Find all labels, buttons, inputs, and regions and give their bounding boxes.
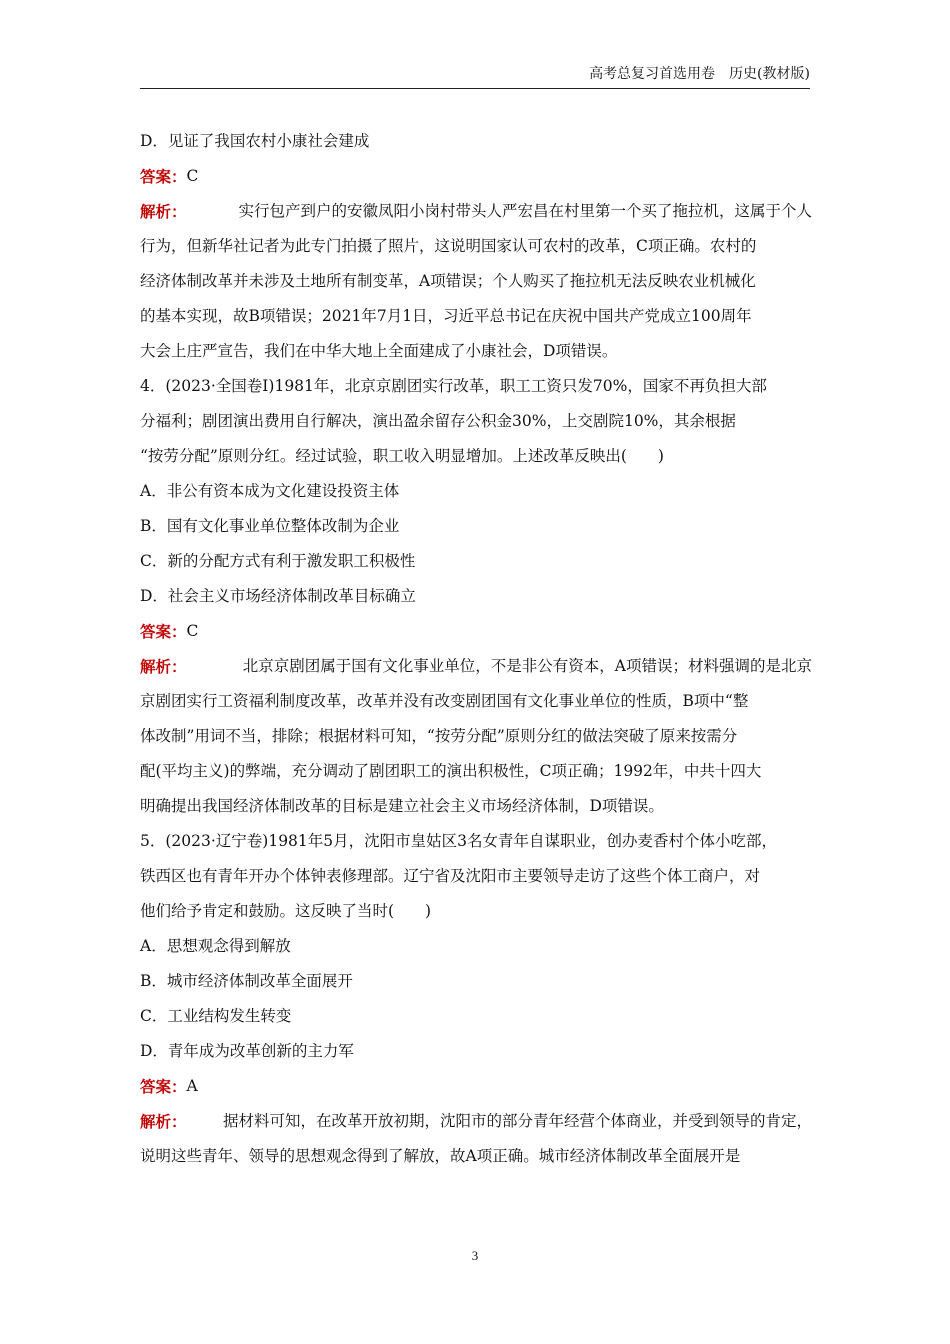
answer-value: C	[186, 167, 199, 185]
q4-stem-line: 4．(2023·全国卷Ⅰ)1981年，北京京剧团实行改革，职工工资只发70%，国家不再负担大部	[140, 377, 767, 395]
q5-option-a: A．思想观念得到解放	[140, 937, 291, 955]
q4-option-b: B．国有文化事业单位整体改制为企业	[140, 517, 400, 535]
q4-stem-line: “按劳分配”原则分红。经过试验，职工收入明显增加。上述改革反映出( )	[140, 447, 664, 465]
answer-label: 答案：	[140, 1077, 187, 1096]
q3-analysis-line: 大会上庄严宣告，我们在中华大地上全面建成了小康社会，D项错误。	[140, 342, 618, 360]
q4-analysis-line: 明确提出我国经济体制改革的目标是建立社会主义市场经济体制，D项错误。	[140, 797, 664, 815]
q3-analysis-line: 行为，但新华社记者为此专门拍摄了照片，这说明国家认可农村的改革，C项正确。农村的	[140, 237, 757, 255]
q3-analysis-line: 经济体制改革并未涉及土地所有制变革，A项错误；个人购买了拖拉机无法反映农业机械化	[140, 272, 756, 290]
q4-analysis-line: 体改制”用词不当，排除；根据材料可知，“按劳分配”原则分红的做法突破了原来按需分	[140, 727, 738, 745]
q4-stem-line: 分福利；剧团演出费用自行解决，演出盈余留存公积金30%，上交剧院10%，其余根据	[140, 412, 736, 430]
q5-stem-line: 铁西区也有青年开办个体钟表修理部。辽宁省及沈阳市主要领导走访了这些个体工商户，对	[140, 867, 761, 885]
q4-analysis-line: 京剧团实行工资福利制度改革，改革并没有改变剧团国有文化事业单位的性质，B项中“整	[140, 692, 749, 710]
header-title: 高考总复习首选用卷 历史(教材版)	[589, 66, 810, 82]
q5-option-b: B．城市经济体制改革全面展开	[140, 972, 353, 990]
q4-answer	[140, 614, 812, 649]
analysis-label: 解析：	[140, 202, 187, 221]
q3-answer	[140, 159, 812, 194]
analysis-label: 解析：	[140, 657, 187, 676]
q4-analysis-line: 配(平均主义)的弊端，充分调动了剧团职工的演出积极性，C项正确；1992年，中共十四大	[140, 762, 762, 780]
q5-analysis-line: 说明这些青年、领导的思想观念得到了解放，故A项正确。城市经济体制改革全面展开是	[140, 1147, 741, 1165]
q4-option-d: D．社会主义市场经济体制改革目标确立	[140, 587, 416, 605]
analysis-label: 解析：	[140, 1112, 187, 1131]
analysis-text: 据材料可知，在改革开放初期，沈阳市的部分青年经营个体商业，并受到领导的肯定，	[222, 1112, 812, 1130]
q5-stem-line: 5．(2023·辽宁卷)1981年5月，沈阳市皇姑区3名女青年自谋职业，创办麦香村个体小吃部，	[140, 832, 778, 850]
q4-option-a: A．非公有资本成为文化建设投资主体	[140, 482, 400, 500]
q5-option-c: C．工业结构发生转变	[140, 1007, 292, 1025]
q3-analysis-line	[140, 194, 812, 229]
analysis-text: 实行包产到户的安徽凤阳小岗村带头人严宏昌在村里第一个买了拖拉机，这属于个人	[238, 202, 812, 220]
page-number: 3	[471, 1248, 479, 1263]
analysis-text: 北京京剧团属于国有文化事业单位，不是非公有资本，A项错误；材料强调的是北京	[242, 657, 812, 675]
answer-label: 答案：	[140, 622, 187, 641]
q4-analysis-line	[140, 649, 812, 684]
q5-answer	[140, 1069, 812, 1104]
page-header	[140, 64, 810, 89]
q3-analysis-line: 的基本实现，故B项错误；2021年7月1日，习近平总书记在庆祝中国共产党成立100周年	[140, 307, 752, 325]
q5-option-d: D．青年成为改革创新的主力军	[140, 1042, 354, 1060]
q4-option-c: C．新的分配方式有利于激发职工积极性	[140, 552, 416, 570]
answer-value: A	[186, 1077, 198, 1095]
q3-option-d: D．见证了我国农村小康社会建成	[140, 132, 370, 150]
document-body	[140, 124, 812, 1174]
answer-value: C	[186, 622, 199, 640]
q5-stem-line: 他们给予肯定和鼓励。这反映了当时( )	[140, 902, 432, 920]
q5-analysis-line	[140, 1104, 812, 1139]
answer-label: 答案：	[140, 167, 187, 186]
